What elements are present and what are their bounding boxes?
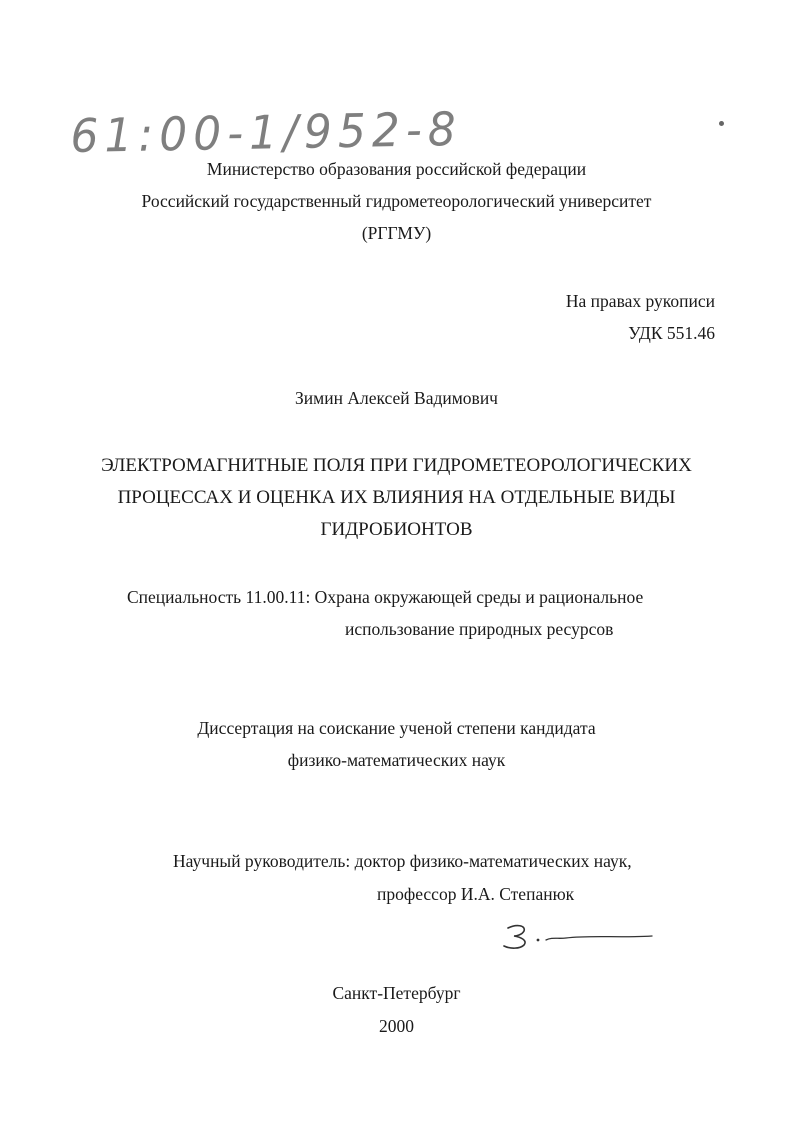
udk-code: УДК 551.46 <box>628 323 715 343</box>
thesis-title-line-1: ЭЛЕКТРОМАГНИТНЫЕ ПОЛЯ ПРИ ГИДРОМЕТЕОРОЛОГИЧЕСКИХ <box>101 455 692 476</box>
year: 2000 <box>379 1016 414 1036</box>
thesis-title-line-2: ПРОЦЕССАХ И ОЦЕНКА ИХ ВЛИЯНИЯ НА ОТДЕЛЬНЫЕ ВИДЫ <box>117 487 676 508</box>
university-abbr: (РГГМУ) <box>361 223 432 243</box>
thesis-title-line-3: ГИДРОБИОНТОВ <box>320 519 473 540</box>
rights-notice: На правах рукописи <box>565 291 715 311</box>
handwritten-archive-code: 61:00-1/952-8 <box>70 102 463 164</box>
scan-speck <box>719 121 724 126</box>
specialty-line-1: Специальность 11.00.11: Охрана окружающей среды и рациональное <box>127 587 644 607</box>
supervisor-signature <box>500 918 660 954</box>
university: Российский государственный гидрометеорологический университет <box>141 191 652 211</box>
supervisor-line-1: Научный руководитель: доктор физико-математических наук, <box>173 851 632 871</box>
dissertation-line-1: Диссертация на соискание ученой степени кандидата <box>197 718 596 738</box>
supervisor-line-2: профессор И.А. Степанюк <box>377 884 575 904</box>
dissertation-line-2: физико-математических наук <box>287 750 506 770</box>
author-name: Зимин Алексей Вадимович <box>295 388 498 408</box>
city: Санкт-Петербург <box>332 983 461 1003</box>
ministry: Министерство образования российской федерации <box>206 159 587 179</box>
specialty-line-2: использование природных ресурсов <box>345 619 614 639</box>
